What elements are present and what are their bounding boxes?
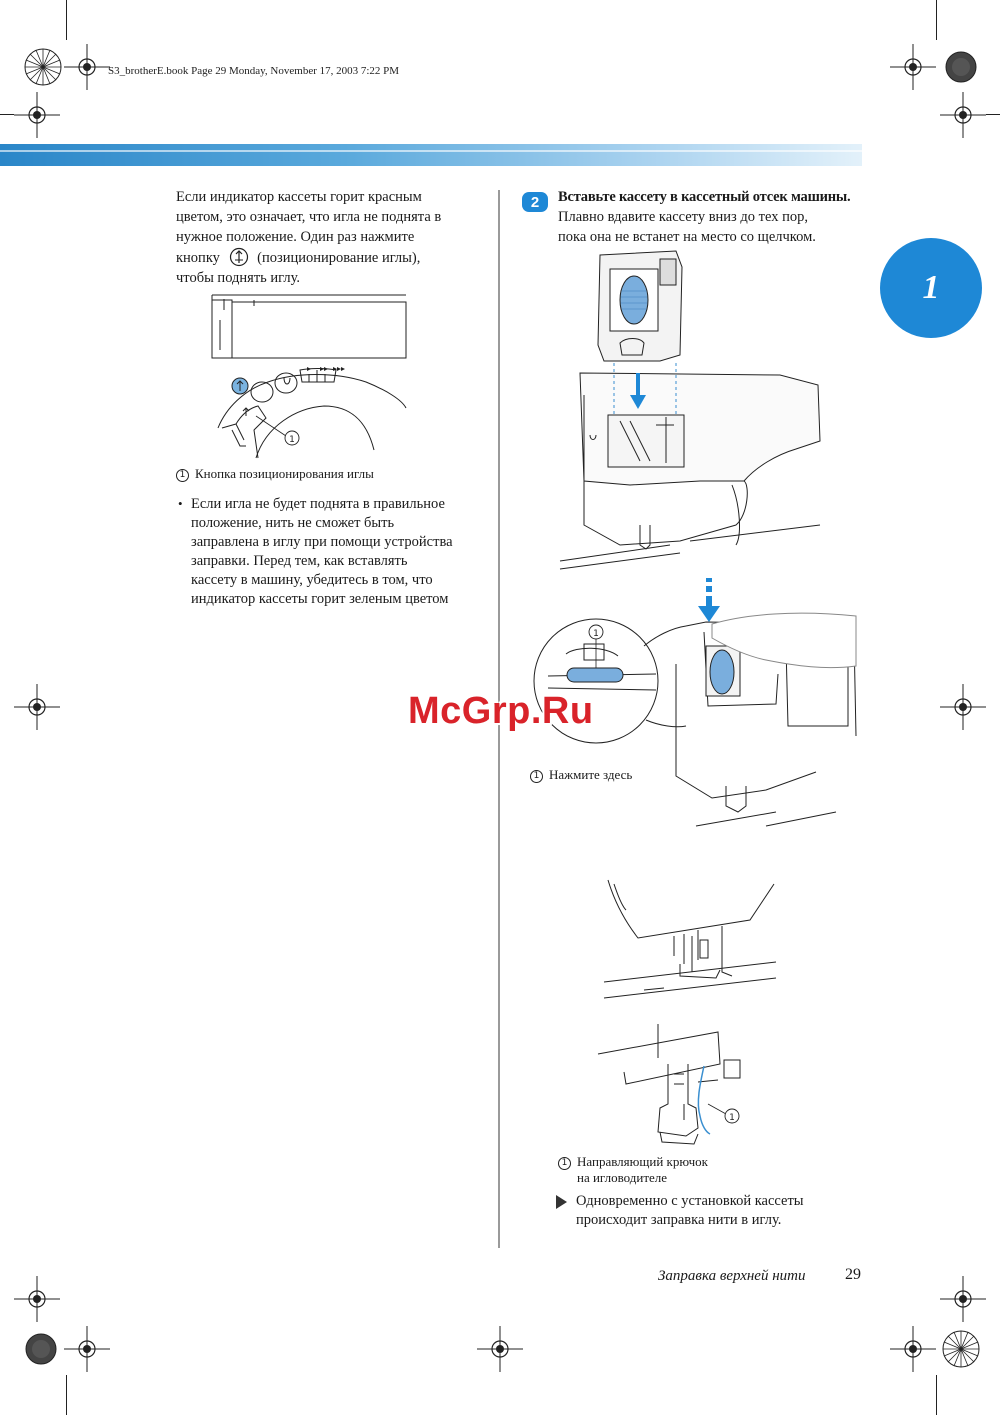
header-band [0, 144, 862, 166]
bullet-line: индикатор кассеты горит зеленым цветом [191, 591, 449, 607]
caption-text: Нажмите здесь [549, 767, 633, 782]
intro-button-prefix: кнопку [176, 250, 220, 266]
crosshair-icon [64, 44, 110, 90]
bullet-icon: • [178, 496, 183, 511]
crosshair-icon [940, 684, 986, 730]
step-instructions [558, 187, 868, 247]
cassette-insertion-illustration [560, 245, 830, 575]
crosshair-icon [14, 684, 60, 730]
caption-text: Направляющий крючок [577, 1154, 708, 1169]
crosshair-icon [14, 1276, 60, 1322]
caption-text: на игловодителе [577, 1170, 668, 1185]
intro-line: чтобы поднять иглу. [176, 270, 301, 286]
intro-line: цветом, это означает, что игла не поднята в [176, 209, 442, 225]
crosshair-icon [940, 1276, 986, 1322]
bullet-line: кассету в машину, убедитесь в том, что [191, 572, 433, 588]
caption-number: 1 [530, 770, 543, 783]
crosshair-icon [890, 44, 936, 90]
hook-callout-number: 1 [729, 1113, 735, 1123]
result-line: происходит заправка нити в иглу. [576, 1212, 782, 1228]
intro-line-with-icon [176, 247, 476, 268]
thread-guide-illustration [598, 1024, 748, 1162]
needle-area-illustration [604, 880, 776, 1000]
step-line: Плавно вдавите кассету вниз до тех пор, [558, 209, 809, 225]
page-number: 29 [845, 1266, 861, 1283]
hook-caption [558, 1154, 708, 1186]
registration-solid-icon [18, 1326, 64, 1372]
chapter-tab: 1 [880, 238, 982, 338]
step-title: Вставьте кассету в кассетный отсек машины. [558, 189, 851, 205]
caption-number: 1 [558, 1157, 571, 1170]
bullet-line: заправлена в иглу при помощи устройства [191, 534, 453, 550]
intro-line: нужное положение. Один раз нажмите [176, 229, 415, 245]
result-arrow-icon [556, 1195, 567, 1209]
figure-caption [176, 466, 374, 482]
intro-paragraph [176, 187, 476, 288]
bullet-line: заправки. Перед тем, как вставлять [191, 553, 408, 569]
watermark: McGrp.Ru [408, 690, 594, 732]
caption-text: Кнопка позиционирования иглы [195, 466, 374, 481]
header-band-stripe [0, 150, 862, 152]
needle-position-button-icon [229, 247, 249, 267]
crosshair-icon [477, 1326, 523, 1372]
bullet-line: положение, нить не сможет быть [191, 515, 395, 531]
bullet-line: Если игла не будет поднята в правильное [191, 496, 445, 512]
intro-line: Если индикатор кассеты горит красным [176, 189, 422, 205]
registration-target-icon [20, 44, 66, 90]
registration-target-icon [938, 1326, 984, 1372]
crosshair-icon [890, 1326, 936, 1372]
needle-button-illustration [206, 290, 416, 465]
crosshair-icon [64, 1326, 110, 1372]
intro-line-rest: (позиционирование иглы), [257, 250, 421, 266]
press-callout-number: 1 [593, 629, 599, 639]
press-caption [530, 767, 632, 783]
crosshair-icon [940, 92, 986, 138]
figure-callout-number: 1 [289, 435, 295, 445]
step-line: пока она не встанет на место со щелчком. [558, 229, 816, 245]
crosshair-icon [14, 92, 60, 138]
print-header: S3_brotherE.book Page 29 Monday, November 17, 2003 7:22 PM [108, 65, 400, 77]
bullet-note [176, 495, 486, 609]
caption-number: 1 [176, 469, 189, 482]
footer-section-title: Заправка верхней нити [658, 1268, 806, 1284]
result-line: Одновременно с установкой кассеты [576, 1193, 804, 1209]
result-text [576, 1192, 804, 1230]
registration-solid-icon [938, 44, 984, 90]
step-number-badge: 2 [522, 192, 548, 212]
